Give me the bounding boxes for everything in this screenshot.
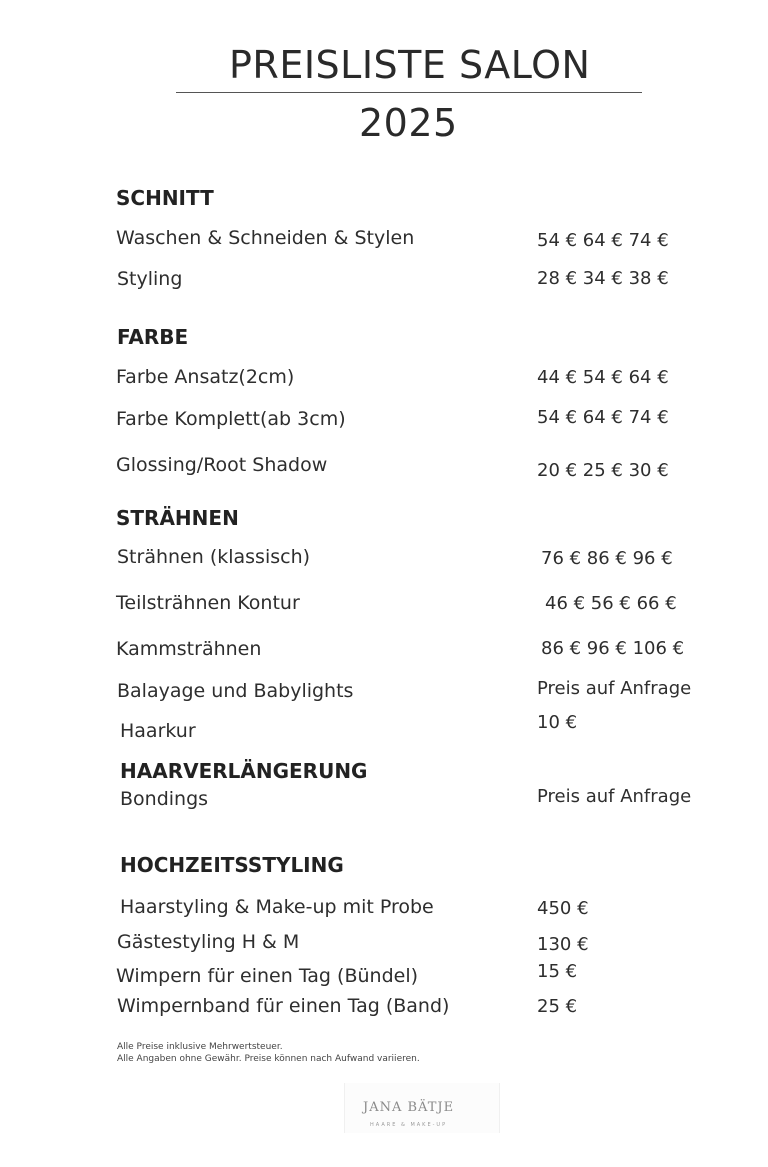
logo-wordmark: JANA BÄTJE <box>363 1100 455 1115</box>
item-price: 25 € <box>537 996 578 1017</box>
item-name: Styling <box>117 268 183 290</box>
section-heading-farbe: FARBE <box>117 325 189 349</box>
page-year: 2025 <box>359 101 458 145</box>
item-name: Waschen & Schneiden & Stylen <box>116 227 415 249</box>
item-name: Balayage und Babylights <box>117 680 354 702</box>
page-title: PREISLISTE SALON <box>229 43 591 87</box>
item-name: Farbe Komplett(ab 3cm) <box>116 408 346 430</box>
item-price: 15 € <box>537 961 578 982</box>
item-price: 20 € 25 € 30 € <box>537 460 669 481</box>
footer-note-disclaimer: Alle Angaben ohne Gewähr. Preise können nach Aufwand variieren. <box>117 1054 420 1064</box>
item-price: 46 € 56 € 66 € <box>545 593 677 614</box>
item-name: Glossing/Root Shadow <box>116 454 328 476</box>
item-name: Haarkur <box>120 720 196 742</box>
item-price: 450 € <box>537 898 589 919</box>
item-price: 54 € 64 € 74 € <box>537 407 669 428</box>
item-name: Wimpern für einen Tag (Bündel) <box>116 965 419 987</box>
item-name: Bondings <box>120 788 209 810</box>
item-price: 86 € 96 € 106 € <box>541 638 685 659</box>
item-price: 28 € 34 € 38 € <box>537 268 669 289</box>
item-name: Haarstyling & Make-up mit Probe <box>120 896 434 918</box>
item-price: 44 € 54 € 64 € <box>537 367 669 388</box>
section-heading-straehnen: STRÄHNEN <box>116 506 239 530</box>
item-price: 76 € 86 € 96 € <box>541 548 673 569</box>
item-name: Kammsträhnen <box>116 638 262 660</box>
item-price: Preis auf Anfrage <box>537 786 692 807</box>
item-price: 54 € 64 € 74 € <box>537 230 669 251</box>
section-heading-schnitt: SCHNITT <box>116 186 214 210</box>
section-heading-haarverlaengerung: HAARVERLÄNGERUNG <box>120 759 368 783</box>
logo-tagline: HAARE & MAKE-UP <box>370 1122 448 1128</box>
item-name: Strähnen (klassisch) <box>117 546 311 568</box>
item-price: Preis auf Anfrage <box>537 678 692 699</box>
item-name: Gästestyling H & M <box>117 931 300 953</box>
item-name: Wimpernband für einen Tag (Band) <box>117 995 450 1017</box>
item-price: 10 € <box>537 712 578 733</box>
footer-note-vat: Alle Preise inklusive Mehrwertsteuer. <box>117 1042 283 1052</box>
item-price: 130 € <box>537 934 589 955</box>
title-divider <box>176 92 642 93</box>
section-heading-hochzeitsstyling: HOCHZEITSSTYLING <box>120 853 344 877</box>
item-name: Teilsträhnen Kontur <box>116 592 300 614</box>
item-name: Farbe Ansatz(2cm) <box>116 366 295 388</box>
